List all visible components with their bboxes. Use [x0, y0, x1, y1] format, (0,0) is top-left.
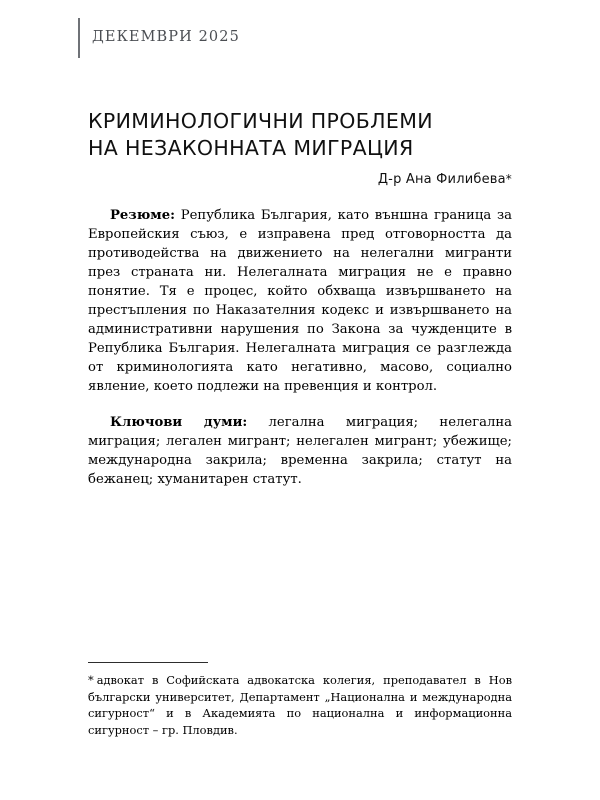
footnote-section — [88, 662, 512, 738]
footnote-separator-rule — [88, 662, 208, 663]
page-title — [88, 108, 514, 163]
header-date-label: ДЕКЕМВРИ 2025 — [92, 28, 240, 45]
page-title-line-2: НА НЕЗАКОННАТА МИГРАЦИЯ — [88, 136, 414, 161]
keywords-paragraph — [88, 413, 512, 489]
author-name: Д-р Ана Филибева — [377, 172, 506, 187]
author-footnote-marker: * — [505, 172, 512, 186]
keywords-label: Ключови думи: — [110, 415, 248, 430]
footnote-body: адвокат в Софийската адвокатска колегия, преподавател в Нов български университет, Департамент „Национална и международна сигурност“ и в Академията по национална и информационна сигурност – гр. Пловдив. — [88, 673, 512, 737]
footnote-marker: * — [88, 673, 94, 687]
running-header — [78, 16, 240, 60]
footnote-paragraph — [88, 672, 512, 738]
page-title-line-1: КРИМИНОЛОГИЧНИ ПРОБЛЕМИ — [88, 109, 433, 133]
abstract-paragraph — [88, 206, 512, 396]
abstract-body: Република България, като външна граница за Европейския съюз, е изправена пред отговорността да противодейства на движението на нелегални мигранти през страната ни. Нелегалната миграция не е правно понятие. Тя е процес, който обхваща извършването на престъпления по Наказателния кодекс и извършването на административни нарушения по Закона за чужденците в Република България. Нелегалната миграция се разглежда от криминологията като негативно, масово, социално явление, което подлежи на превенция и контрол. — [88, 208, 512, 394]
keywords-body: легална миграция; нелегална миграция; легален мигрант; нелегален мигрант; убежище; международна закрила; временна закрила; статут на бежанец; хуманитарен статут. — [88, 415, 512, 487]
author-byline — [88, 172, 512, 188]
abstract-section — [88, 206, 512, 489]
abstract-label: Резюме: — [110, 208, 175, 223]
header-vertical-rule — [78, 18, 80, 58]
